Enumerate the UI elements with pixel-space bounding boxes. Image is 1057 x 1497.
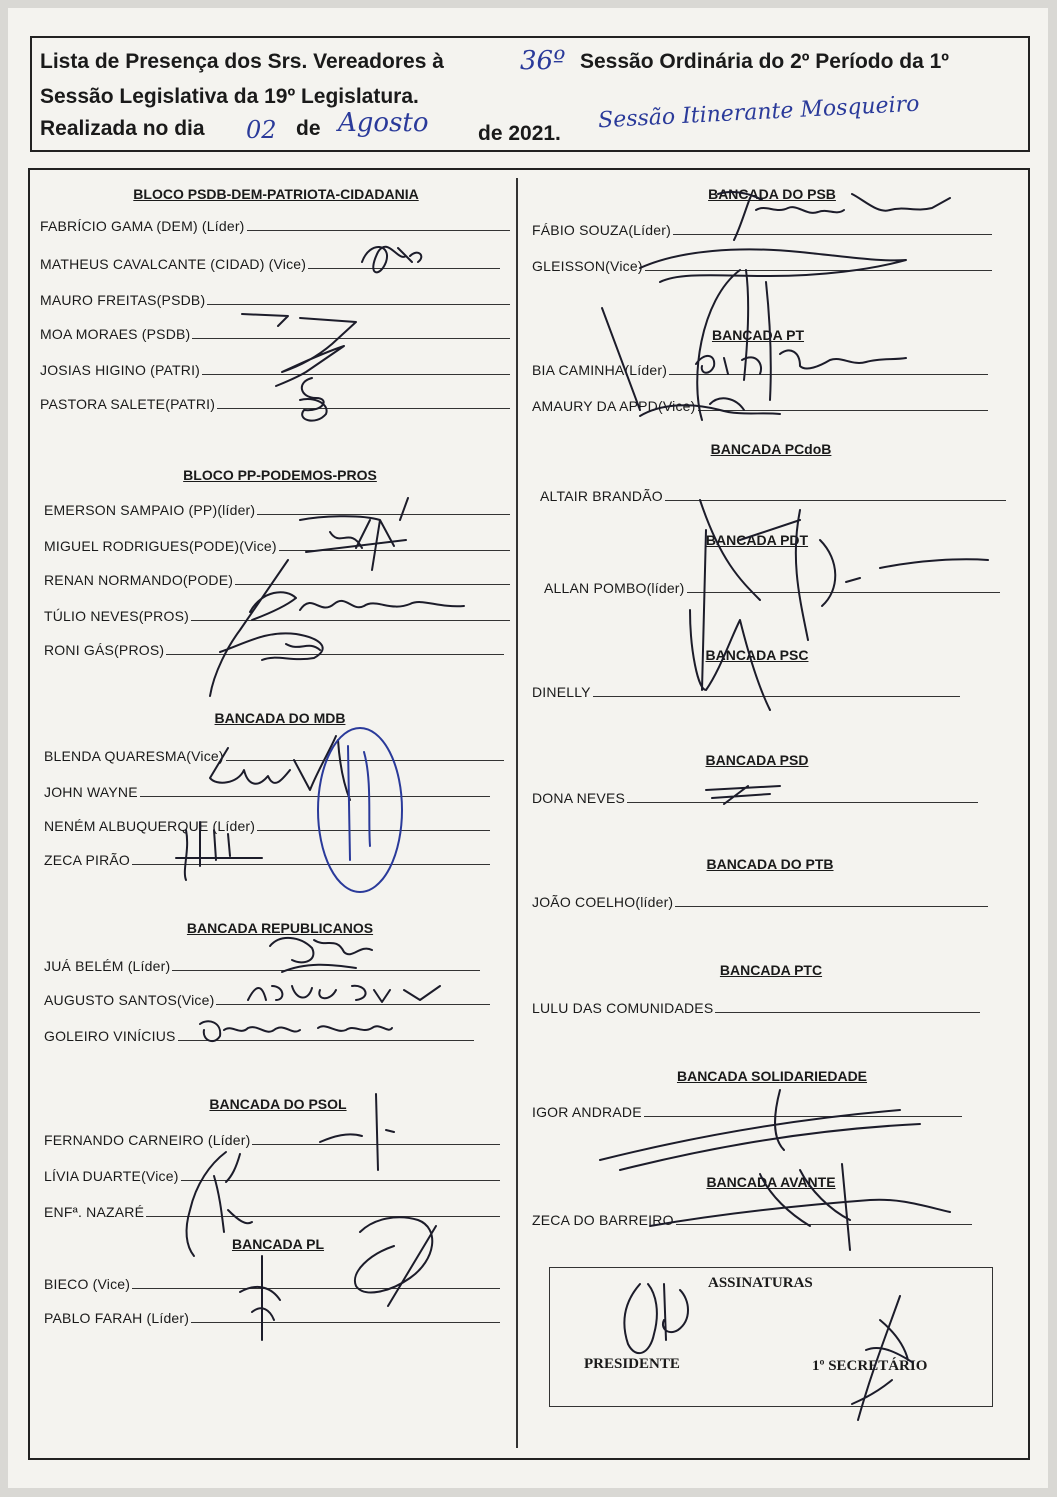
member-name: DINELLY [532,684,591,700]
signature-line[interactable] [146,1216,500,1217]
signature-line[interactable] [308,268,500,269]
member-row [40,214,510,234]
block-title-pdt: BANCADA PDT [705,532,809,548]
member-row [44,848,490,868]
member-row [44,1024,474,1044]
signature-line[interactable] [698,410,988,411]
member-row [532,254,992,274]
header-de: de [296,117,321,140]
month-handwritten: Agosto [338,108,429,138]
block-title-pp: BLOCO PP-PODEMOS-PROS [183,467,377,483]
member-name: IGOR ANDRADE [532,1104,642,1120]
signature-line[interactable] [191,620,510,621]
signature-line[interactable] [687,592,1000,593]
member-row [40,358,510,378]
block-title-psb: BANCADA DO PSB [708,186,836,202]
signature-line[interactable] [191,1322,500,1323]
member-row [44,1164,500,1184]
header-line2: Sessão Legislativa da 19º Legislatura. [40,85,419,108]
block-title-pt: BANCADA PT [711,327,805,343]
member-name: BIECO (Vice) [44,1276,131,1292]
member-row [44,1306,500,1326]
member-name: DONA NEVES [532,790,626,806]
signature-line[interactable] [132,1288,500,1289]
signature-line[interactable] [132,864,490,865]
member-name: JUÁ BELÉM (Líder) [44,958,171,974]
signature-line[interactable] [247,230,510,231]
member-name: TÚLIO NEVES(PROS) [44,608,189,624]
presidente-label: PRESIDENTE [584,1356,680,1372]
signature-line[interactable] [257,514,510,515]
member-name: ENFª. NAZARÉ [44,1204,145,1220]
signature-line[interactable] [202,374,510,375]
column-divider [516,178,518,1448]
member-name: NENÉM ALBUQUERQUE (Líder) [44,818,256,834]
member-row [40,322,510,342]
signature-line[interactable] [166,654,504,655]
member-row [532,394,988,414]
signature-line[interactable] [627,802,978,803]
member-row [44,1128,500,1148]
signature-line[interactable] [279,550,510,551]
member-row [532,1208,972,1228]
signature-line[interactable] [217,408,510,409]
signature-line[interactable] [676,1224,972,1225]
signature-line[interactable] [257,830,490,831]
member-row [44,638,504,658]
member-name: AMAURY DA APPD(Vice) [532,398,696,414]
member-name: LULU DAS COMUNIDADES [532,1000,714,1016]
signature-line[interactable] [178,1040,474,1041]
member-row [44,498,510,518]
header-line1-b: Sessão Ordinária do 2º Período da 1º [580,50,949,73]
signature-line[interactable] [172,970,480,971]
member-name: ALLAN POMBO(líder) [544,580,685,596]
header-line1-a: Lista de Presença dos Srs. Vereadores à [40,50,444,73]
member-row [44,1272,500,1292]
signature-line[interactable] [665,500,1006,501]
signature-line[interactable] [675,906,988,907]
member-name: FABRÍCIO GAMA (DEM) (Líder) [40,218,245,234]
block-title-psdb: BLOCO PSDB-DEM-PATRIOTA-CIDADANIA [133,186,419,202]
header-line3-b: de 2021. [478,122,561,145]
member-name: AUGUSTO SANTOS(Vice) [44,992,215,1008]
member-row [532,1100,962,1120]
member-row [44,814,490,834]
signature-line[interactable] [207,304,510,305]
member-row [532,786,978,806]
block-title-republicanos: BANCADA REPUBLICANOS [186,920,374,936]
day-handwritten: 02 [246,116,277,144]
block-title-avante: BANCADA AVANTE [706,1174,836,1190]
member-row [44,954,480,974]
member-name: RENAN NORMANDO(PODE) [44,572,234,588]
secretario-label: 1º SECRETÁRIO [812,1358,928,1374]
member-row [40,392,510,412]
block-title-psd: BANCADA PSD [705,752,809,768]
block-title-ptc: BANCADA PTC [719,962,823,978]
block-title-ptb: BANCADA DO PTB [706,856,834,872]
member-row [44,988,490,1008]
signatures-title: ASSINATURAS [708,1275,813,1291]
member-name: PASTORA SALETE(PATRI) [40,396,216,412]
member-name: JOSIAS HIGINO (PATRI) [40,362,201,378]
signature-line[interactable] [645,270,992,271]
signature-line[interactable] [593,696,960,697]
member-row [44,780,490,800]
block-title-solidariedade: BANCADA SOLIDARIEDADE [676,1068,868,1084]
member-row [44,568,510,588]
member-row [532,218,992,238]
member-name: MATHEUS CAVALCANTE (CIDAD) (Vice) [40,256,307,272]
member-name: GLEISSON(Vice) [532,258,643,274]
member-row [532,358,988,378]
signature-line[interactable] [226,760,504,761]
member-name: JOÃO COELHO(líder) [532,894,674,910]
member-row [40,288,510,308]
session-number-handwritten: 36º [520,46,566,76]
member-row [532,996,980,1016]
signature-line[interactable] [669,374,988,375]
member-name: BLENDA QUARESMA(Vice) [44,748,224,764]
signature-line[interactable] [235,584,510,585]
signature-line[interactable] [140,796,490,797]
signature-line[interactable] [715,1012,980,1013]
member-row [540,484,1006,504]
member-row [44,604,510,624]
signature-line[interactable] [192,338,510,339]
signature-line[interactable] [181,1180,500,1181]
member-row [40,252,500,272]
member-row [532,890,988,910]
header-line3-a: Realizada no dia [40,117,205,140]
member-name: JOHN WAYNE [44,784,138,800]
member-name: PABLO FARAH (Líder) [44,1310,190,1326]
member-name: MOA MORAES (PSDB) [40,326,191,342]
member-name: FERNANDO CARNEIRO (Líder) [44,1132,251,1148]
signature-line[interactable] [673,234,992,235]
block-title-pcdob: BANCADA PCdoB [710,441,832,457]
block-title-psol: BANCADA DO PSOL [209,1096,347,1112]
session-annotation-handwritten: Sessão Itinerante Mosqueiro [597,91,921,134]
block-title-pl: BANCADA PL [231,1236,325,1252]
member-name: RONI GÁS(PROS) [44,642,165,658]
member-name: BIA CAMINHA(Líder) [532,362,668,378]
signature-line[interactable] [252,1144,500,1145]
member-name: EMERSON SAMPAIO (PP)(líder) [44,502,256,518]
member-name: FÁBIO SOUZA(Líder) [532,222,671,238]
member-row [532,680,960,700]
member-row [44,744,504,764]
member-name: ZECA DO BARREIRO [532,1212,674,1228]
member-row [544,576,1000,596]
member-row [44,1200,500,1220]
member-row [44,534,510,554]
member-name: ZECA PIRÃO [44,852,131,868]
member-name: LÍVIA DUARTE(Vice) [44,1168,179,1184]
block-title-psc: BANCADA PSC [705,647,809,663]
member-name: MIGUEL RODRIGUES(PODE)(Vice) [44,538,277,554]
signature-line[interactable] [216,1004,490,1005]
signature-line[interactable] [644,1116,962,1117]
member-name: ALTAIR BRANDÃO [540,488,663,504]
member-name: MAURO FREITAS(PSDB) [40,292,206,308]
member-name: GOLEIRO VINÍCIUS [44,1028,176,1044]
block-title-mdb: BANCADA DO MDB [214,710,346,726]
